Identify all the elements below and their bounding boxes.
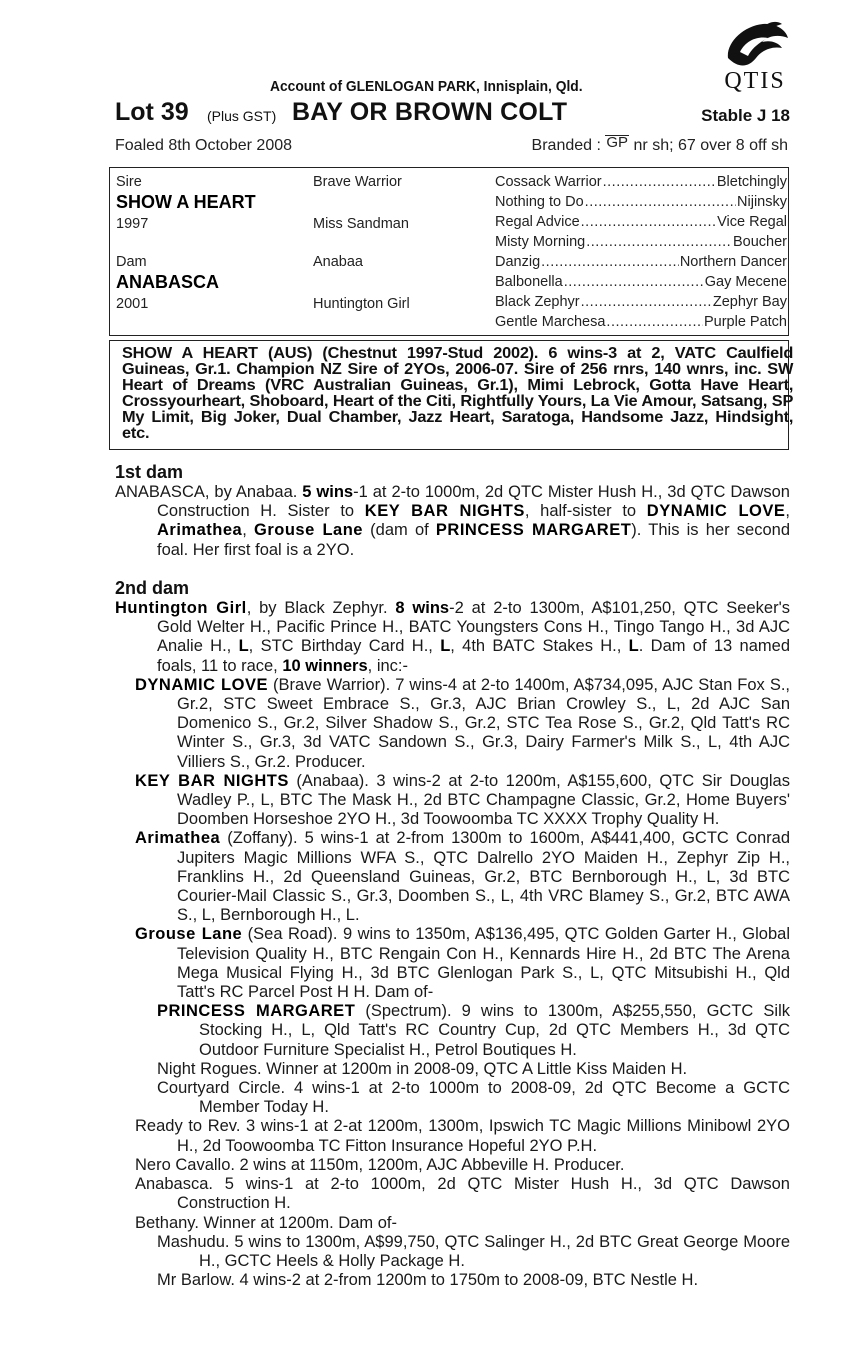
progeny-princess-margaret: PRINCESS MARGARET (Spectrum). 9 wins to 1300m, A$255,550, GCTC Silk Stocking H., L, Qld Tatt's RC Country Cup, 2d QTC Members H., 3d QTC Outdoor Furniture Specialist H., Petrol Boutiques H. (157, 1002, 791, 1059)
gen3-row: Regal Advice ..... Vice Regal (495, 214, 787, 230)
first-dam-heading: 1st dam (115, 462, 184, 482)
gen3-row: Balbonella ..... Gay Mecene (495, 274, 787, 290)
progeny-ready-to-rev: Ready to Rev. 3 wins-1 at 2-at 1200m, 1300m, Ipswich TC Magic Millions Minibowl 2YO H., 2d Toowoomba TC Fitton Insurance Hopeful 2YO P.H. (135, 1117, 790, 1155)
gen3-row: Danzig ..... Northern Dancer (495, 254, 787, 270)
progeny-bethany: Bethany. Winner at 1200m. Dam of- (135, 1213, 397, 1232)
second-dam-section (115, 578, 790, 1290)
brand-mark: GP (606, 134, 629, 151)
account-line: Account of GLENLOGAN PARK, Innisplain, Qld. (270, 78, 583, 95)
gen3-row: Gentle Marchesa ..... Purple Patch (495, 314, 787, 330)
sire-summary-box (109, 340, 794, 450)
second-dam-heading: 2nd dam (115, 578, 190, 598)
progeny-night-rogues: Night Rogues. Winner at 1200m in 2008-09, QTC A Little Kiss Maiden H. (157, 1059, 688, 1078)
dam-label: Dam (116, 254, 147, 270)
gst-note: (Plus GST) (207, 108, 277, 124)
progeny-arimathea: Arimathea (Zoffany). 5 wins-1 at 2-from 1300m to 1600m, A$441,400, GCTC Conrad Jupiters Magic Millions WFA S., QTC Dalrello 2YO Maiden H., Zephyr Zip H., Franklins H., 2d Queensland Guineas, Gr.2, BTC Bernborough H., L, 3d BTC Courier-Mail Classic S., Gr.3, Doomben S., L, 4th VRC Blamey S., Gr.2, BTC AWA S., L, Bernborough H., L. (135, 829, 790, 925)
progeny-dynamic-love: DYNAMIC LOVE (Brave Warrior). 7 wins-4 at 2-to 1400m, A$734,095, AJC Stan Fox S., Gr.2, STC Sweet Embrace S., Gr.3, AJC Brian Crowley S., L, 2d AJC San Domenico S., Gr.2, Silver Shadow S., Gr.2, STC Tea Rose S., Gr.2, Qld Tatt's RC Winter S., Gr.3, 3d VATC Sandown S., Gr.3, Dairy Farmer's Milk S., L, 4th AJC Villiers S., Gr.2. Producer. (135, 675, 790, 771)
progeny-anabasca: Anabasca. 5 wins-1 at 2-to 1000m, 2d QTC Mister Hush H., 3d QTC Dawson Construction H. (135, 1175, 790, 1213)
gen3-row: Cossack Warrior ..... Bletchingly (495, 174, 787, 190)
gen3-row: Black Zephyr ..... Zephyr Bay (495, 294, 787, 310)
pedigree-table (109, 167, 789, 336)
branded-line (531, 134, 788, 155)
qtis-logo (718, 18, 792, 96)
sire-name: SHOW A HEART (116, 192, 256, 212)
lot-number: Lot 39 (115, 98, 189, 126)
progeny-courtyard-circle: Courtyard Circle. 4 wins-1 at 2-to 1000m to 2008-09, 2d QTC Become a GCTC Member Today H. (157, 1079, 790, 1117)
sire-sire: Brave Warrior (313, 174, 402, 190)
sire-summary: SHOW A HEART (AUS) (Chestnut 1997-Stud 2002). 6 wins-3 at 2, VATC Caulfield Guineas, Gr.1. Champion NZ Sire of 2YOs, 2006-07. Sire of 256 rnrs, 140 wnrs, inc. SW Heart of Dreams (VRC Australian Guineas, Gr.1), Mimi Lebrock, Gotta Have Heart, Crossyourheart, Shoboard, Heart of the Citi, Rightfully Yours, La Vie Amour, Satsang, SP My Limit, Big Joker, Dual Chamber, Jazz Heart, Saratoga, Handsome Jazz, Hindsight, etc. (122, 345, 794, 442)
progeny-mashudu: Mashudu. 5 wins to 1300m, A$99,750, QTC Salinger H., 2d BTC Great George Moore H., GCTC Heels & Holly Package H. (157, 1232, 790, 1270)
sire-label: Sire (116, 174, 142, 190)
foaled-date: Foaled 8th October 2008 (115, 137, 293, 154)
first-dam-section (115, 462, 790, 560)
gen3-row: Nothing to Do ..... Nijinsky (495, 194, 787, 210)
sire-dam: Miss Sandman (313, 216, 409, 232)
dam-name: ANABASCA (116, 272, 219, 292)
progeny-key-bar-nights: KEY BAR NIGHTS (Anabaa). 3 wins-2 at 2-to 1200m, A$155,600, QTC Sir Douglas Wadley P., L, BTC The Mask H., 2d BTC Champagne Classic, Gr.2, Home Buyers' Doomben Horseshoe 2YO H., 3d Toowoomba TC XXXX Trophy Quality H. (135, 771, 790, 829)
branded-label: Branded : (531, 137, 601, 154)
second-dam-text: Huntington Girl, by Black Zephyr. 8 wins-2 at 2-to 1300m, A$101,250, QTC Seeker's Gold Welter H., Pacific Prince H., BATC Youngsters Cons H., Tingo Tango H., 3d AJC Analie H., L, STC Birthday Card H., L, 4th BATC Stakes H., L. Dam of 13 named foals, 11 to race, 10 winners, inc:- (115, 599, 790, 675)
lot-line (115, 98, 790, 130)
progeny-mr-barlow: Mr Barlow. 4 wins-2 at 2-from 1200m to 1750m to 2008-09, BTC Nestle H. (157, 1271, 699, 1290)
progeny-nero-cavallo: Nero Cavallo. 2 wins at 1150m, 1200m, AJC Abbeville H. Producer. (135, 1155, 625, 1174)
stable-label: Stable J 18 (701, 106, 790, 125)
dam-year: 2001 (116, 296, 149, 312)
dam-sire: Anabaa (313, 254, 363, 270)
sire-year: 1997 (116, 216, 149, 232)
logo-text: QTIS (724, 68, 786, 94)
gen3-row: Misty Morning ..... Boucher (495, 234, 787, 250)
progeny-grouse-lane: Grouse Lane (Sea Road). 9 wins to 1350m, A$136,495, QTC Golden Garter H., Global Television Quality H., BTC Rengain Con H., Kennards Hire H., 2d BTC The Arena Mega Musical Flying H., 3d BTC Glenlogan Park S., L, QTC Mitsubishi H., Qld Tatt's RC Parcel Post H H. Dam of- (135, 925, 790, 1002)
dam-dam: Huntington Girl (313, 296, 410, 312)
lot-description: BAY OR BROWN COLT (292, 98, 568, 126)
first-dam-text: ANABASCA, by Anabaa. 5 wins-1 at 2-to 1000m, 2d QTC Mister Hush H., 3d QTC Dawson Construction H. Sister to KEY BAR NIGHTS, half-sister to DYNAMIC LOVE, Arimathea, Grouse Lane (dam of PRINCESS MARGARET). This is her second foal. Her first foal is a 2YO. (115, 483, 790, 559)
branded-detail: nr sh; 67 over 8 off sh (633, 137, 788, 154)
